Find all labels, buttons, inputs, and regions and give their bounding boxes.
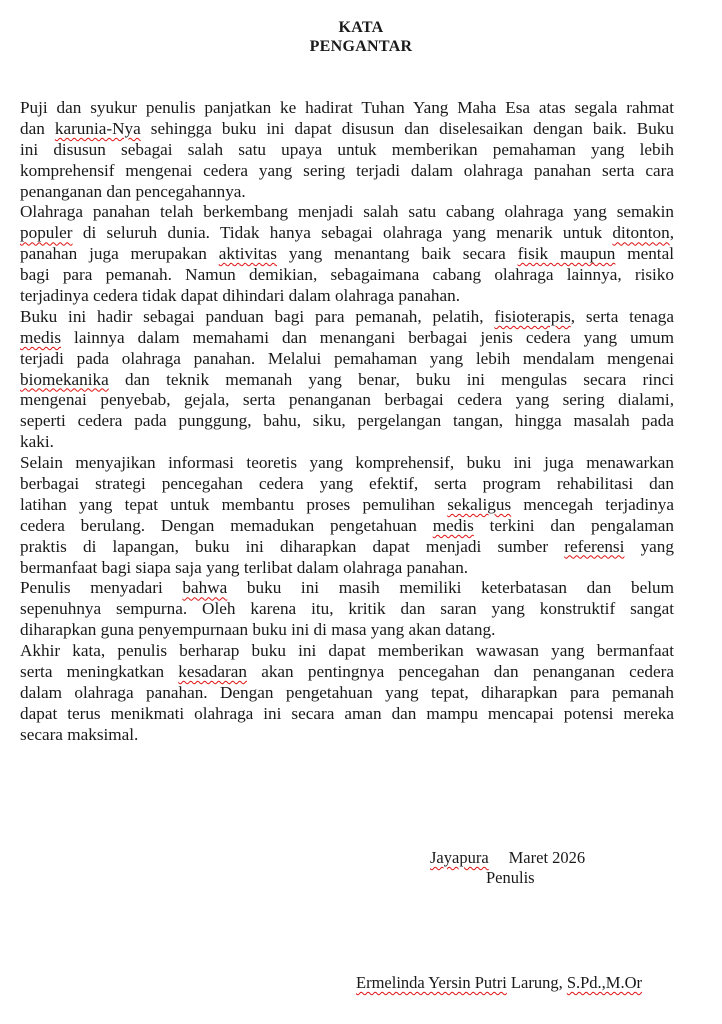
text-line: Selain menyajikan informasi teoretis yang komprehensif, buku ini juga menawarkan [20,453,674,473]
paragraph [20,98,674,202]
signature-given-names: Ermelinda Yersin Putri [356,973,507,992]
text-line: Olahraga panahan telah berkembang menjadi salah satu cabang olahraga yang semakin [20,202,674,222]
text-line: latihan yang tepat untuk membantu proses pemulihan sekaligus mencegah terjadinya [20,494,674,514]
place-date-line [430,848,585,868]
misspelled-word[interactable]: ditonton [612,223,670,243]
text-line: panahan juga merupakan aktivitas yang menantang baik secara fisik maupun mental [20,244,674,264]
misspelled-word[interactable]: kesadaran [178,662,247,682]
misspelled-word[interactable]: biomekanika [20,369,109,389]
document-title [0,18,722,56]
misspelled-word[interactable]: referensi [564,536,625,556]
text-line: secara maksimal. [20,724,139,744]
text-line: penanganan dan pencegahannya. [20,181,246,201]
paragraph [20,578,674,641]
text-line: seperti cedera pada punggung, bahu, siku, pergelangan tangan, hingga masalah pada [20,411,674,431]
text-line: Penulis menyadari bahwa buku ini masih memiliki keterbatasan dan belum [20,578,674,598]
text-line: bagi para pemanah. Namun demikian, sebagaimana cabang olahraga lainnya, risiko [20,265,674,285]
text-line: terjadi pada olahraga panahan. Melalui pemahaman yang lebih mendalam mengenai [20,348,674,368]
text-line: Akhir kata, penulis berharap buku ini dapat memberikan wawasan yang bermanfaat [20,641,674,661]
document-body[interactable] [20,98,674,746]
paragraph [20,453,674,578]
text-line: dalam olahraga panahan. Dengan pengetahuan yang tepat, diharapkan para pemanah [20,682,674,702]
misspelled-word[interactable]: bahwa [182,578,228,598]
text-line: diharapkan guna penyempurnaan buku ini di masa yang akan datang. [20,620,496,640]
text-line: Buku ini hadir sebagai panduan bagi para pemanah, pelatih, fisioterapis, serta tenaga [20,306,674,326]
text-line: praktis di lapangan, buku ini diharapkan dapat menjadi sumber referensi yang [20,536,674,556]
text-line: sepenuhnya sempurna. Oleh karena itu, kritik dan saran yang konstruktif sangat [20,599,674,619]
signature-degree: S.Pd.,M.Or [566,973,643,992]
text-line: komprehensif mengenai cedera yang sering terjadi dalam olahraga panahan serta cara [20,160,674,180]
text-line: cedera berulang. Dengan memadukan pengetahuan medis terkini dan pengalaman [20,515,675,535]
place-name: Jayapura [430,848,489,867]
text-line: medis lainnya dalam memahami dan menangani berbagai jenis cedera yang umum [20,327,674,347]
text-line: populer di seluruh dunia. Tidak hanya sebagai olahraga yang menarik untuk ditonton, [20,223,674,243]
misspelled-word[interactable]: fisik maupun [517,244,616,264]
paragraph [20,202,674,306]
text-line: dan karunia-Nya sehingga buku ini dapat disusun dan diselesaikan dengan baik. Buku [20,118,674,138]
text-line: berbagai strategi pencegahan cedera yang efektif, serta program rehabilitasi dan [20,474,674,494]
misspelled-word[interactable]: sekaligus [447,494,512,514]
text-line: ini disusun sebagai salah satu upaya untuk memberikan pemahaman yang lebih [20,139,674,159]
misspelled-word[interactable]: medis [432,515,474,535]
title-line-1: KATA [338,19,384,36]
text-line: kaki. [20,432,54,452]
text-line: bermanfaat bagi siapa saja yang terlibat dalam olahraga panahan. [20,557,469,577]
misspelled-word[interactable]: medis [20,327,62,347]
text-line: serta meningkatkan kesadaran akan pentingnya pencegahan dan penanganan cedera [20,662,674,682]
text-line: dapat terus menikmati olahraga ini secara aman dan mampu mencapai potensi mereka [20,703,674,723]
misspelled-word[interactable]: aktivitas [218,244,277,264]
title-line-2: PENGANTAR [309,38,413,55]
misspelled-word[interactable]: fisioterapis [494,306,571,326]
text-line: terjadinya cedera tidak dapat dihindari dalam olahraga panahan. [20,286,460,306]
signature-name [356,973,642,993]
text-line: biomekanika dan teknik memanah yang benar, buku ini mengulas secara rinci [20,369,674,389]
signature-surname: Larung, [506,973,567,992]
text-line: Puji dan syukur penulis panjatkan ke hadirat Tuhan Yang Maha Esa atas segala rahmat [20,98,674,117]
date: Maret 2026 [508,848,586,867]
paragraph [20,307,674,453]
author-role: Penulis [486,868,535,887]
misspelled-word[interactable]: karunia-Nya [54,118,141,138]
paragraph [20,641,674,745]
text-line: mengenai penyebab, gejala, serta penanganan berbagai cedera yang sering dialami, [20,390,674,410]
misspelled-word[interactable]: populer [20,223,73,243]
